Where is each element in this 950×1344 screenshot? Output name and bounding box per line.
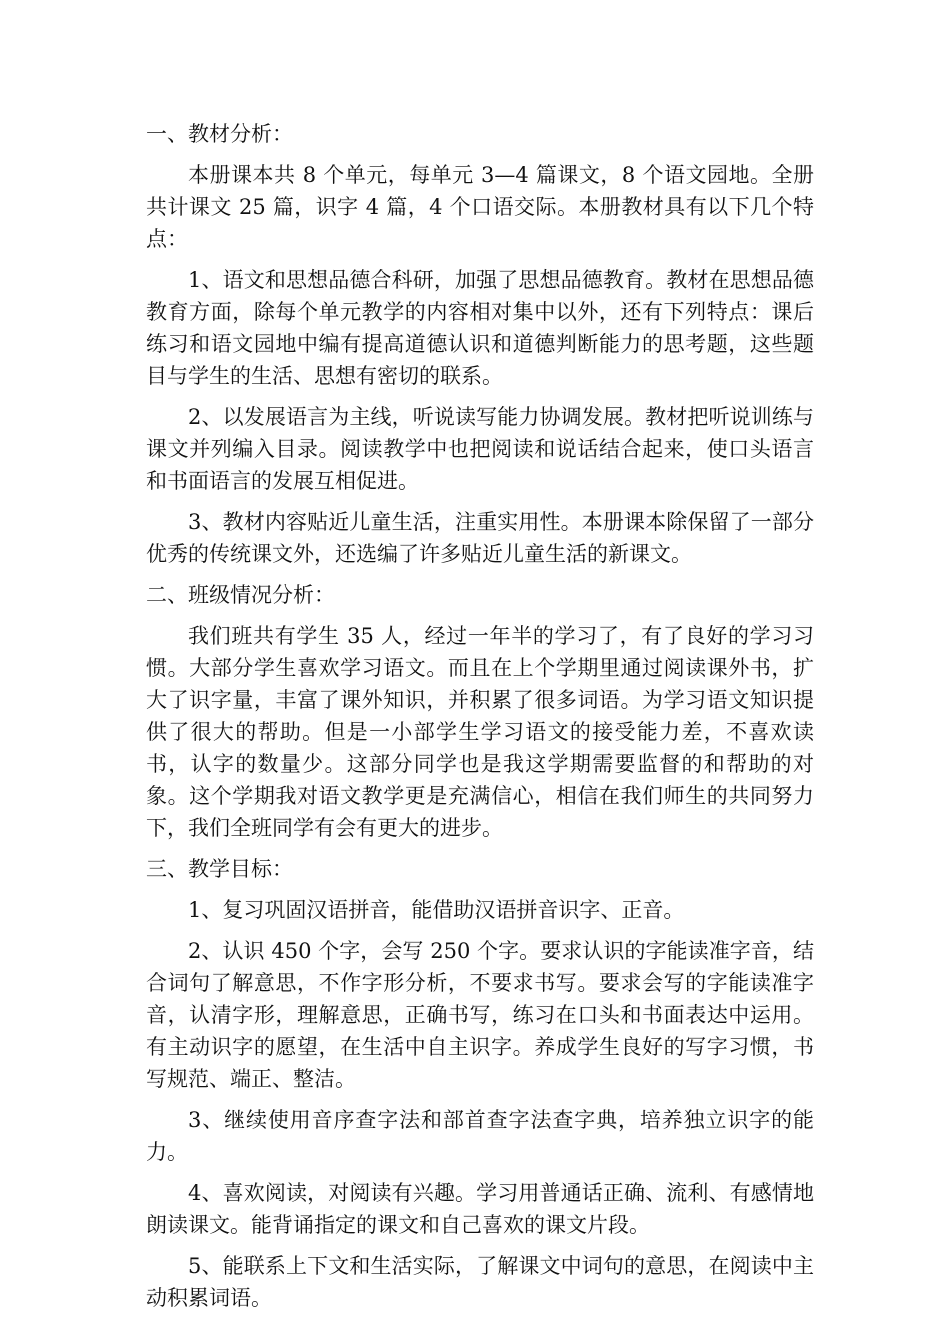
paragraph: 3、继续使用音序查字法和部首查字法查字典，培养独立识字的能力。	[146, 1108, 814, 1164]
paragraph: 3、教材内容贴近儿童生活，注重实用性。本册课本除保留了一部分优秀的传统课文外，还选编了许多贴近儿童生活的新课文。	[146, 510, 814, 566]
section-heading: 二、班级情况分析：	[146, 583, 335, 607]
section-heading: 一、教材分析：	[146, 122, 293, 146]
section-heading: 三、教学目标：	[146, 857, 293, 881]
paragraph: 1、复习巩固汉语拼音，能借助汉语拼音识字、正音。	[188, 898, 685, 922]
paragraph: 1、语文和思想品德合科研，加强了思想品德教育。教材在思想品德教育方面，除每个单元教学的内容相对集中以外，还有下列特点：课后练习和语文园地中编有提高道德认识和道德判断能力的思考题，这些题目与学生的生活、思想有密切的联系。	[146, 268, 814, 388]
paragraph: 5、能联系上下文和生活实际，了解课文中词句的意思，在阅读中主动积累词语。	[146, 1254, 814, 1310]
paragraph: 我们班共有学生 35 人，经过一年半的学习了，有了良好的学习习惯。大部分学生喜欢学习语文。而且在上个学期里通过阅读课外书，扩大了识字量，丰富了课外知识，并积累了很多词语。为学习语文知识提供了很大的帮助。但是一小部学生学习语文的接受能力差，不喜欢读书，认字的数量少。这部分同学也是我这学期需要监督的和帮助的对象。这个学期我对语文教学更是充满信心，相信在我们师生的共同努力下，我们全班同学有会有更大的进步。	[146, 624, 814, 840]
document-body	[146, 118, 814, 1323]
paragraph: 4、喜欢阅读，对阅读有兴趣。学习用普通话正确、流利、有感情地朗读课文。能背诵指定的课文和自己喜欢的课文片段。	[146, 1181, 814, 1237]
paragraph: 2、认识 450 个字，会写 250 个字。要求认识的字能读准字音，结合词句了解意思，不作字形分析，不要求书写。要求会写的字能读准字音，认清字形，理解意思，正确书写，练习在口头和书面表达中运用。有主动识字的愿望，在生活中自主识字。养成学生良好的写字习惯，书写规范、端正、整洁。	[146, 939, 814, 1091]
paragraph: 本册课本共 8 个单元，每单元 3—4 篇课文，8 个语文园地。全册共计课文 25 篇，识字 4 篇，4 个口语交际。本册教材具有以下几个特点：	[146, 163, 814, 251]
paragraph: 2、以发展语言为主线，听说读写能力协调发展。教材把听说训练与课文并列编入目录。阅读教学中也把阅读和说话结合起来，使口头语言和书面语言的发展互相促进。	[146, 405, 814, 493]
